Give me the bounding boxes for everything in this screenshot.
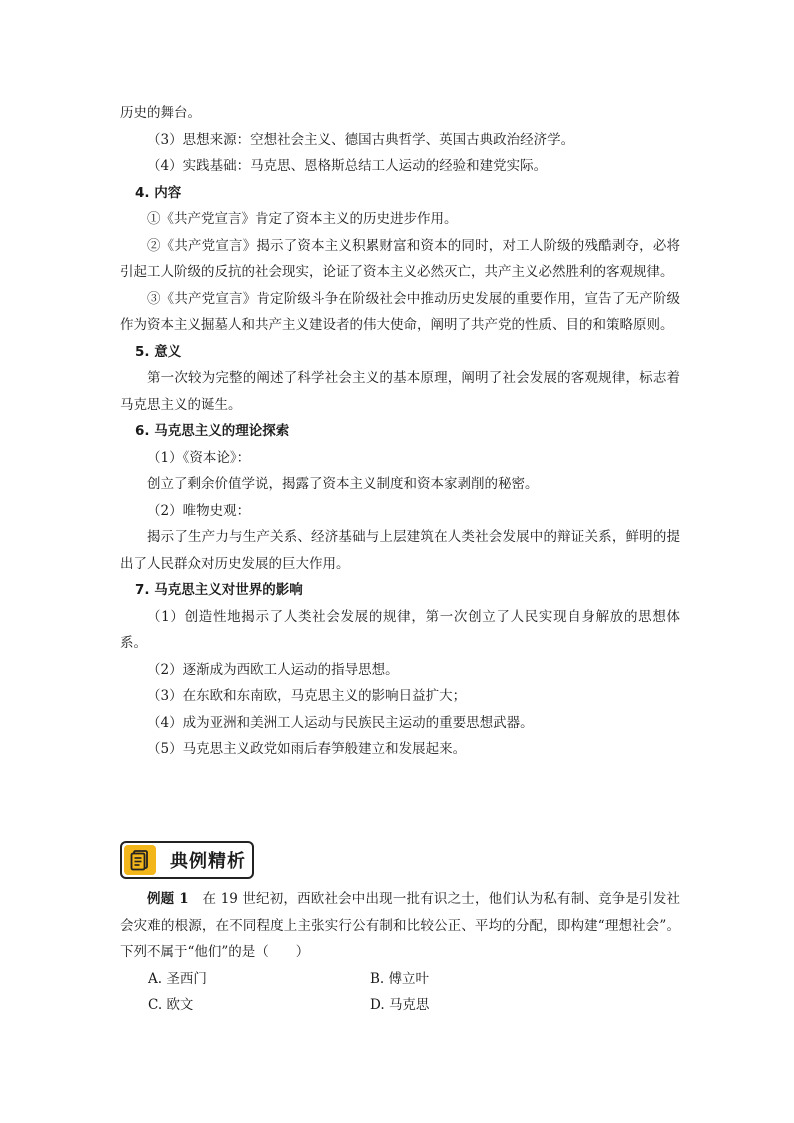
section-title: 典例精析 [170,851,246,872]
example-label: 例题 1 [147,891,189,907]
paragraph-influence-2: （2）逐渐成为西欧工人运动的指导思想。 [147,661,399,678]
paragraph-dialectical-relation: 揭示了生产力与生产关系、经济基础与上层建筑在人类社会发展中的辩证关系，鲜明的提出了人民群众对历史发展的巨大作用。 [120,529,680,572]
option-a[interactable]: A. 圣西门 [148,970,207,987]
paragraph-capital: （1）《资本论》： [147,449,251,466]
main-content [120,100,680,763]
example-text: 在 19 世纪初，西欧社会中出现一批有识之士，他们认为私有制、竞争是引发社会灾难的根源，在不同程度上主张实行公有制和比较公正、平均的分配，即构建“理想社会”。下列不属于“他们”的是（ ） [120,891,681,960]
paragraph-stage-end: 历史的舞台。 [120,105,201,121]
paragraph-influence-1: （1）创造性地揭示了人类社会发展的规律，第一次创立了人民实现自身解放的思想体系。 [120,608,680,651]
option-d[interactable]: D. 马克思 [370,997,430,1013]
option-b[interactable]: B. 傅立叶 [370,970,430,987]
section-banner [120,841,254,879]
heading-world-influence: 7. 马克思主义对世界的影响 [135,582,303,598]
paragraph-content-3: ③《共产党宣言》肯定阶级斗争在阶级社会中推动历史发展的重要作用，宣告了无产阶级作为资本主义掘墓人和共产主义建设者的伟大使命，阐明了共产党的性质、目的和策略原则。 [120,290,680,333]
paragraph-historical-materialism: （2）唯物史观： [147,502,251,519]
paragraph-content-1: ①《共产党宣言》肯定了资本主义的历史进步作用。 [147,211,458,227]
paragraph-practice-basis: （4）实践基础：马克思、恩格斯总结工人运动的经验和建党实际。 [147,158,548,174]
paragraph-thought-source: （3）思想来源：空想社会主义、德国古典哲学、英国古典政治经济学。 [147,131,575,148]
paragraph-significance: 第一次较为完整的阐述了科学社会主义的基本原理，阐明了社会发展的客观规律，标志着马克思主义的诞生。 [120,370,680,413]
example-stem [120,886,680,966]
paragraph-content-2: ②《共产党宣言》揭示了资本主义积累财富和资本的同时，对工人阶级的残酷剥夺，必将引起工人阶级的反抗的社会现实，论证了资本主义必然灭亡，共产主义必然胜利的客观规律。 [120,237,680,280]
heading-content: 4. 内容 [135,184,182,201]
paragraph-influence-3: （3）在东欧和东南欧，马克思主义的影响日益扩大； [147,688,467,704]
option-c[interactable]: C. 欧文 [148,997,194,1013]
document-list-icon [124,845,156,875]
paragraph-influence-4: （4）成为亚洲和美洲工人运动与民族民主运动的重要思想武器。 [147,714,534,731]
answer-options [120,966,680,1020]
example-question [120,886,680,1020]
heading-significance: 5. 意义 [135,343,182,360]
heading-theory-exploration: 6. 马克思主义的理论探索 [135,423,290,439]
paragraph-surplus-value: 创立了剩余价值学说，揭露了资本主义制度和资本家剥削的秘密。 [147,476,539,492]
paragraph-influence-5: （5）马克思主义政党如雨后春笋般建立和发展起来。 [147,741,467,757]
